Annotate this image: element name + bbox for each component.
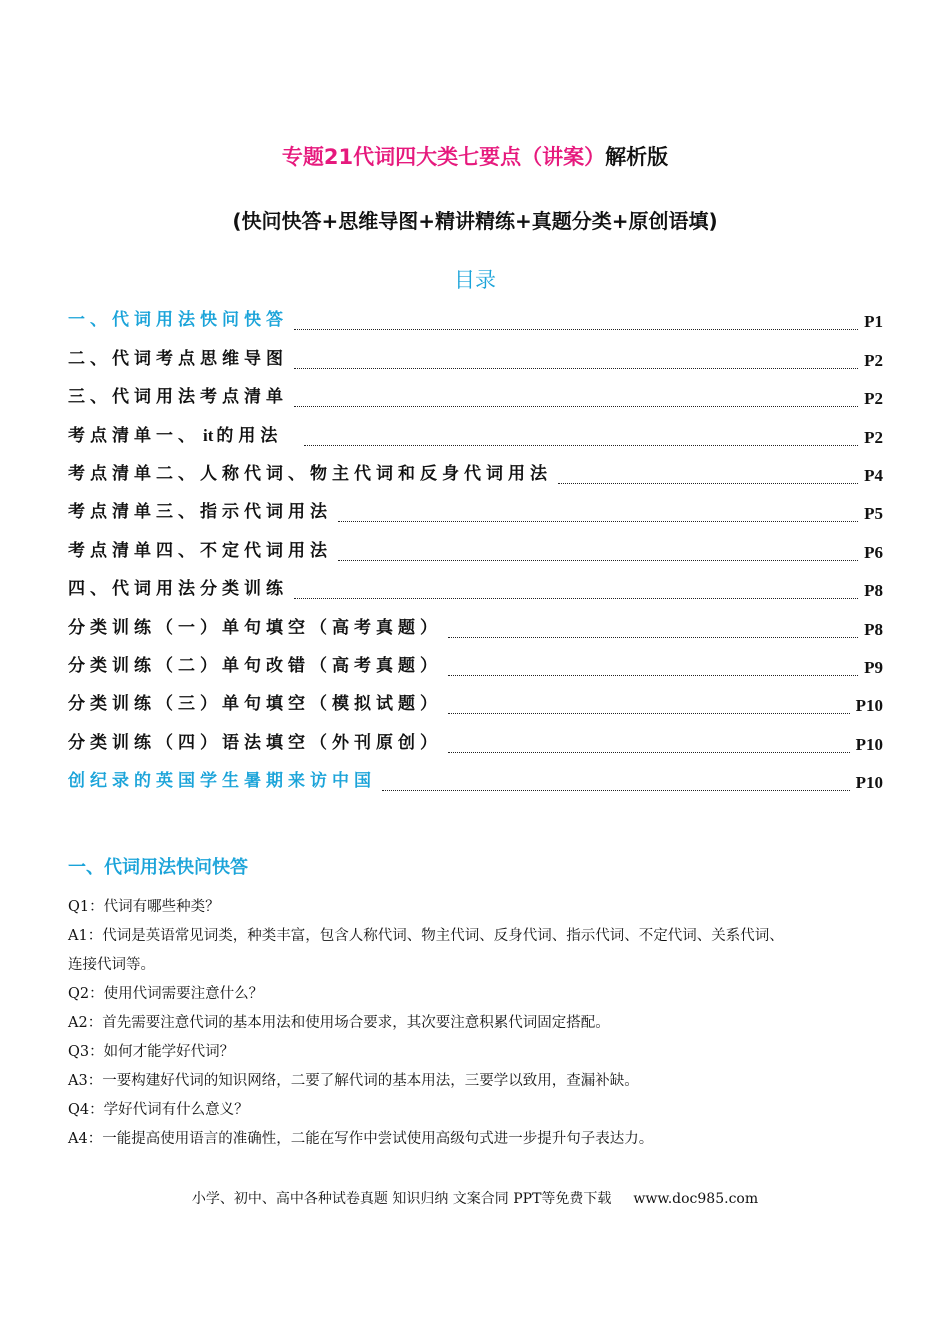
toc-item-label: 考点清单四、不定代词用法 [68, 540, 332, 561]
toc-item-page: P4 [864, 465, 883, 485]
toc-item-label: 分类训练（四）语法填空（外刊原创） [68, 732, 442, 753]
qa-line: Q1：代词有哪些种类？ [68, 899, 220, 915]
toc-item-page: P10 [855, 734, 883, 754]
qa-line: Q4：学好代词有什么意义？ [68, 1102, 249, 1118]
toc-item-page: P6 [864, 542, 883, 562]
toc-item-13[interactable] [68, 757, 883, 795]
title-version: 解析版 [605, 145, 669, 169]
toc-item-9[interactable] [68, 603, 883, 641]
qa-list [68, 893, 898, 1154]
document-subtitle: (快问快答+思维导图+精讲精练+真题分类+原创语填) [232, 209, 718, 233]
toc-item-page: P8 [864, 619, 883, 639]
toc-item-page: P8 [864, 581, 883, 601]
title-topic: 专题21代词四大类七要点（讲案） [281, 145, 606, 169]
footer-text: 小学、初中、高中各种试卷真题 知识归纳 文案合同 PPT等免费下载 [191, 1191, 612, 1207]
section-heading: 一、代词用法快问快答 [68, 857, 248, 878]
toc-leader-dots [448, 674, 858, 676]
toc-item-label-it: it [203, 425, 214, 445]
toc-item-label: 考点清单三、指示代词用法 [68, 502, 332, 523]
qa-line: 连接代词等。 [68, 957, 155, 973]
toc-leader-dots [448, 636, 858, 638]
toc-item-page: P1 [864, 312, 883, 332]
footer-url[interactable]: www.doc985.com [633, 1191, 759, 1207]
toc-item-label: 分类训练（三）单句填空（模拟试题） [68, 694, 442, 715]
toc-leader-dots [294, 597, 858, 599]
toc-leader-dots [448, 751, 850, 753]
toc-item-page: P9 [864, 657, 883, 677]
toc-leader-dots [294, 328, 858, 330]
toc-item-label-prefix: 考点清单一、 [68, 425, 200, 446]
qa-line: Q2：使用代词需要注意什么？ [68, 986, 264, 1002]
qa-line: A2：首先需要注意代词的基本用法和使用场合要求，其次要注意积累代词固定搭配。 [68, 1015, 610, 1031]
toc-item-label: 一、代词用法快问快答 [68, 310, 288, 331]
toc-item-page: P2 [864, 350, 883, 370]
toc-item-page: P2 [864, 389, 883, 409]
toc-item-label: 四、代词用法分类训练 [68, 579, 288, 600]
toc-item-label: 分类训练（一）单句填空（高考真题） [68, 617, 442, 638]
toc-item-label: 考点清单二、人称代词、物主代词和反身代词用法 [68, 463, 552, 484]
toc-leader-dots [448, 712, 850, 714]
qa-line: Q3：如何才能学好代词？ [68, 1044, 235, 1060]
document-title [0, 141, 950, 171]
toc-leader-dots [294, 405, 858, 407]
toc-leader-dots [558, 482, 858, 484]
qa-line: A4：一能提高使用语言的准确性，二能在写作中尝试使用高级句式进一步提升句子表达力。 [68, 1131, 654, 1147]
toc-leader-dots [382, 789, 850, 791]
toc-leader-dots [294, 367, 858, 369]
toc-item-label: 二、代词考点思维导图 [68, 348, 288, 369]
qa-line: A3：一要构建好代词的知识网络，二要了解代词的基本用法，三要学以致用，查漏补缺。 [68, 1073, 639, 1089]
toc-item-page: P2 [864, 427, 883, 447]
toc-item-3[interactable] [68, 373, 883, 411]
toc-leader-dots [338, 559, 858, 561]
toc-item-1[interactable] [68, 296, 883, 334]
toc-heading: 目录 [454, 268, 496, 292]
toc-item-11[interactable] [68, 680, 883, 718]
page-footer [0, 1188, 950, 1208]
toc-leader-dots [338, 520, 858, 522]
toc-item-12[interactable] [68, 718, 883, 756]
toc-leader-dots [304, 444, 858, 446]
table-of-contents [68, 296, 883, 795]
toc-item-page: P10 [855, 773, 883, 793]
toc-item-label: 三、代词用法考点清单 [68, 387, 288, 408]
toc-item-page: P5 [864, 504, 883, 524]
toc-item-page: P10 [855, 696, 883, 716]
toc-item-label: 分类训练（二）单句改错（高考真题） [68, 655, 442, 676]
toc-item-2[interactable] [68, 334, 883, 372]
toc-item-7[interactable] [68, 526, 883, 564]
toc-item-label [68, 421, 282, 450]
toc-item-4[interactable] [68, 411, 883, 449]
toc-item-label: 创纪录的英国学生暑期来访中国 [68, 771, 376, 792]
toc-item-label-suffix: 的用法 [216, 425, 283, 446]
toc-item-5[interactable] [68, 450, 883, 488]
toc-item-8[interactable] [68, 565, 883, 603]
qa-line: A1：代词是英语常见词类，种类丰富，包含人称代词、物主代词、反身代词、指示代词、不定代词、关系代词、 [68, 928, 784, 944]
toc-item-10[interactable] [68, 642, 883, 680]
toc-item-6[interactable] [68, 488, 883, 526]
